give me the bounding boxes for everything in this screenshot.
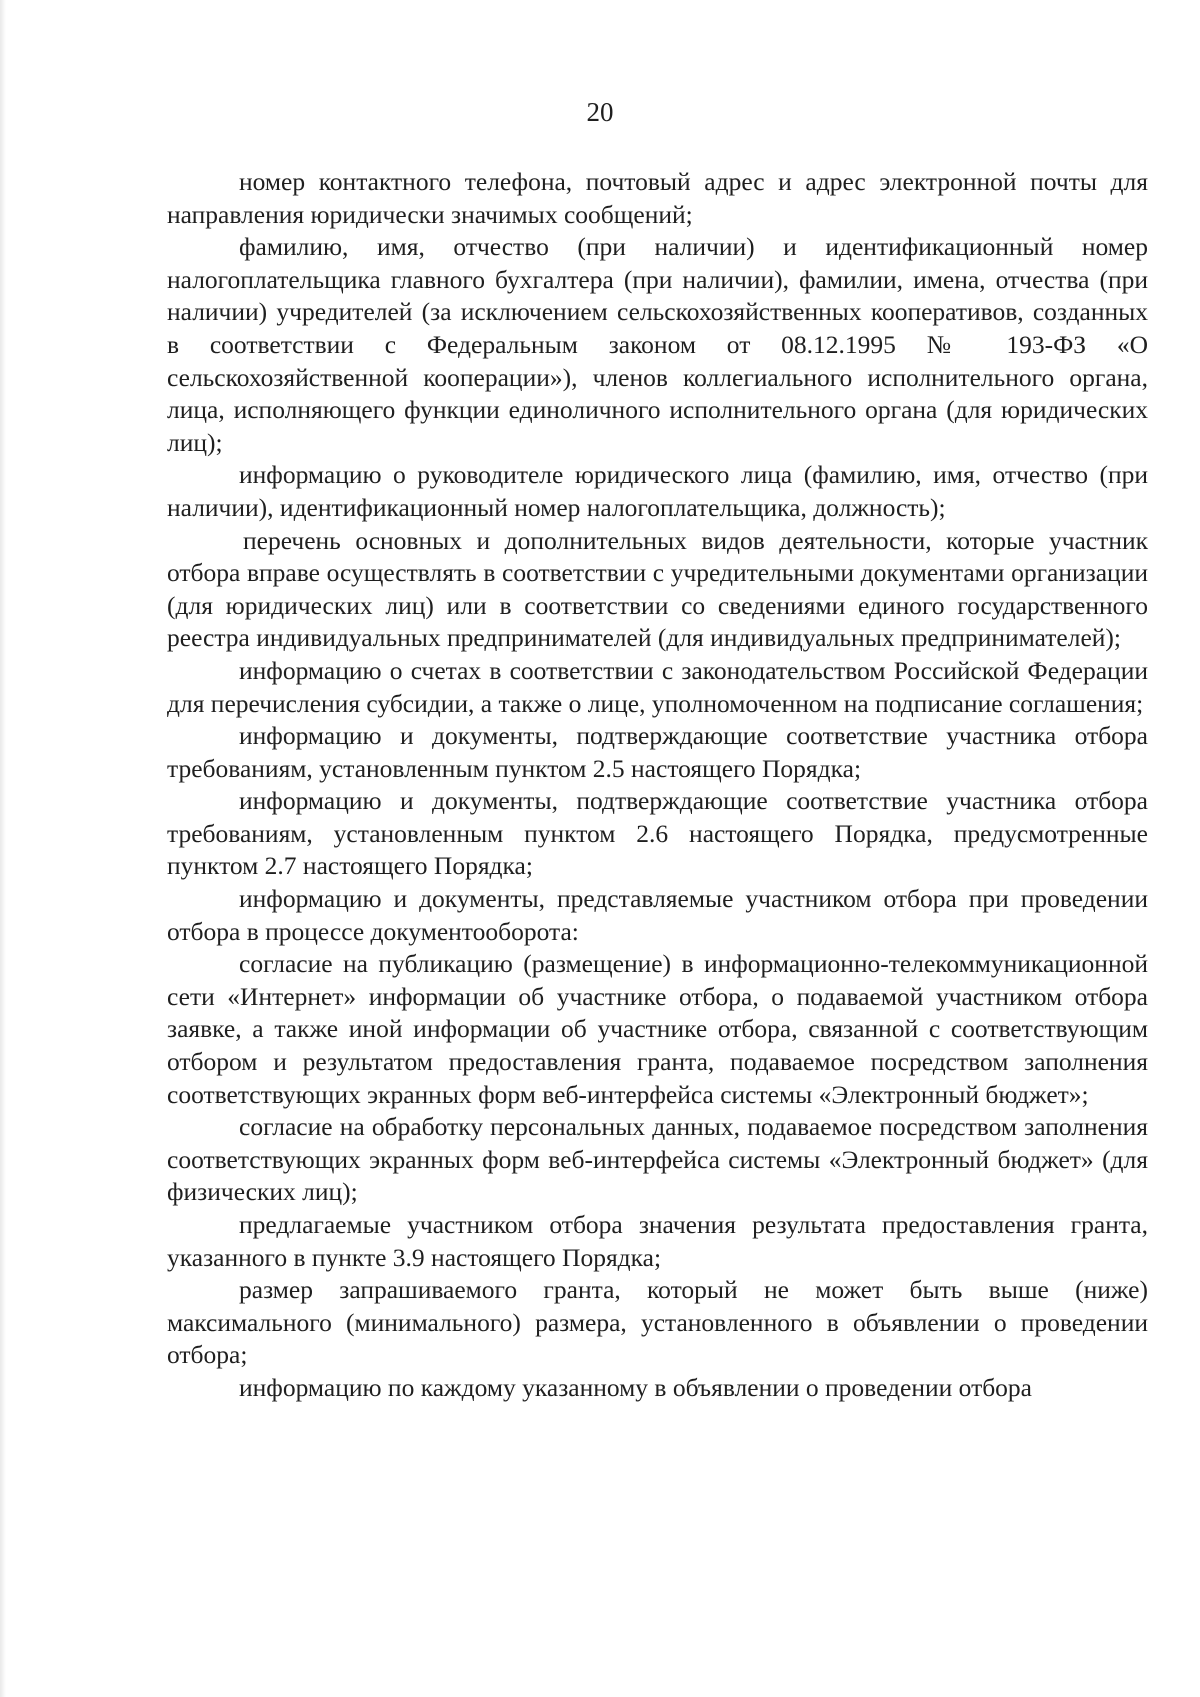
paragraph-chief-accountant: фамилию, имя, отчество (при наличии) и идентификационный номер налогоплательщика главного бухгалтера (при наличии), фамилии, имена, отчества (при наличии) учредителей (за исключением сельскохозяйственных кооперативов, созданных в соответствии с Федеральным законом от 08.12.1995 № 193-ФЗ «О сельскохозяйственной кооперации»), членов коллегиального исполнительного органа, лица, исполняющего функции единоличного исполнительного органа (для юридических лиц);	[167, 232, 1148, 457]
paragraph-bank-accounts: информацию о счетах в соответствии с законодательством Российской Федерации для перечисления субсидии, а также о лице, уполномоченном на подписание соглашения;	[167, 655, 1148, 718]
paragraph-grant-size: размер запрашиваемого гранта, который не может быть выше (ниже) максимального (минимального) размера, установленного в объявлении о проведении отбора;	[167, 1275, 1148, 1370]
scan-edge	[0, 0, 6, 1697]
paragraph-publication-consent: согласие на публикацию (размещение) в информационно-телекоммуникационной сети «Интернет» информации об участнике отбора, о подаваемой участником отбора заявке, а также иной информации об участнике отбора, связанной с соответствующим отбором и результатом предоставления гранта, подаваемое посредством заполнения соответствующих экранных форм веб-интерфейса системы «Электронный бюджет»;	[167, 949, 1148, 1109]
paragraph-requirements-2-5: информацию и документы, подтверждающие соответствие участника отбора требованиям, установленным пунктом 2.5 настоящего Порядка;	[167, 721, 1148, 783]
paragraph-contact-info: номер контактного телефона, почтовый адрес и адрес электронной почты для направления юридически значимых сообщений;	[167, 167, 1148, 229]
document-body	[167, 166, 1148, 1405]
paragraph-each-criterion: информацию по каждому указанному в объявлении о проведении отбора	[239, 1372, 1033, 1402]
paragraph-personal-data-consent: согласие на обработку персональных данных, подаваемое посредством заполнения соответствующих экранных форм веб-интерфейса системы «Электронный бюджет» (для физических лиц);	[167, 1112, 1148, 1207]
paragraph-requirements-2-6: информацию и документы, подтверждающие соответствие участника отбора требованиям, установленным пунктом 2.6 настоящего Порядка, предусмотренные пунктом 2.7 настоящего Порядка;	[167, 786, 1148, 881]
page-number: 20	[586, 97, 614, 127]
paragraph-result-values: предлагаемые участником отбора значения результата предоставления гранта, указанного в пункте 3.9 настоящего Порядка;	[167, 1210, 1148, 1272]
paragraph-document-flow: информацию и документы, представляемые участником отбора при проведении отбора в процессе документооборота:	[167, 884, 1148, 946]
paragraph-head-of-entity: информацию о руководителе юридического лица (фамилию, имя, отчество (при наличии), идентификационный номер налогоплательщика, должность);	[167, 460, 1148, 522]
paragraph-activity-types: перечень основных и дополнительных видов деятельности, которые участник отбора вправе осуществлять в соответствии с учредительными документами организации (для юридических лиц) или в соответствии со сведениями единого государственного реестра индивидуальных предпринимателей (для индивидуальных предпринимателей);	[167, 525, 1148, 653]
